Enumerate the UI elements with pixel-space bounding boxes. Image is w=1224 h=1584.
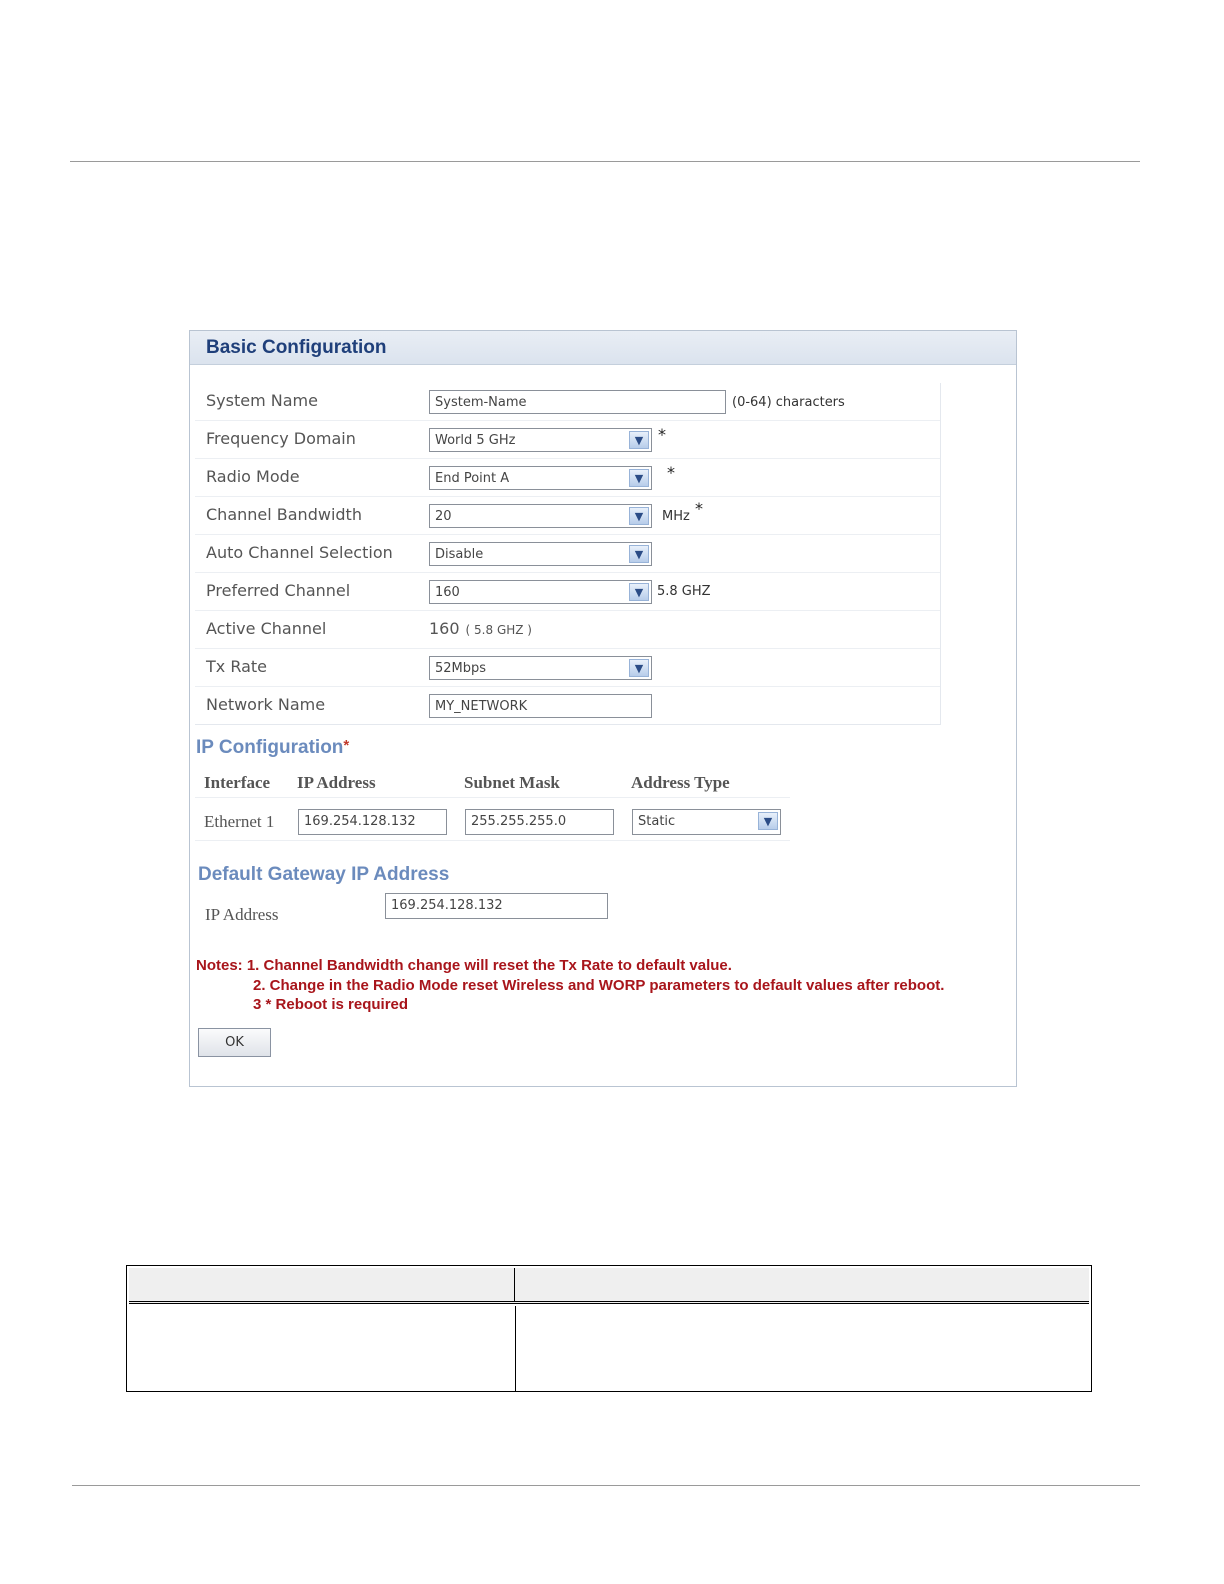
row-frequency-domain bbox=[195, 421, 940, 459]
note-2: 2. Change in the Radio Mode reset Wireless and WORP parameters to default values after reboot. bbox=[253, 976, 945, 994]
gateway-ip-label: IP Address bbox=[205, 905, 279, 924]
frequency-domain-select[interactable] bbox=[429, 428, 652, 452]
address-type-value: Static bbox=[638, 814, 676, 829]
ip-configuration-heading: IP Configuration* bbox=[196, 737, 350, 758]
row-tx-rate bbox=[195, 649, 940, 687]
frequency-domain-label: Frequency Domain bbox=[206, 429, 356, 448]
active-channel-label: Active Channel bbox=[206, 619, 327, 638]
parameter-table-header-cell bbox=[129, 1268, 515, 1301]
top-rule bbox=[70, 161, 1140, 162]
required-marker: * bbox=[695, 499, 703, 518]
network-name-label: Network Name bbox=[206, 695, 326, 714]
row-preferred-channel bbox=[195, 573, 940, 611]
chevron-down-icon[interactable]: ▼ bbox=[629, 659, 649, 677]
parameter-table bbox=[126, 1265, 1092, 1392]
network-name-input[interactable]: MY_NETWORK bbox=[429, 694, 652, 718]
chevron-down-icon[interactable]: ▼ bbox=[629, 469, 649, 487]
active-channel-value: 160 ( 5.8 GHZ ) bbox=[429, 619, 532, 638]
header-subnet-mask: Subnet Mask bbox=[464, 773, 560, 792]
channel-bandwidth-label: Channel Bandwidth bbox=[206, 505, 362, 524]
address-type-select[interactable] bbox=[632, 809, 781, 835]
chevron-down-icon[interactable]: ▼ bbox=[629, 431, 649, 449]
notes-prefix: Notes: bbox=[196, 957, 243, 974]
default-gateway-heading: Default Gateway IP Address bbox=[198, 864, 450, 885]
basic-config-form bbox=[195, 383, 941, 725]
ip-table-header bbox=[195, 763, 790, 798]
gateway-ip-input[interactable]: 169.254.128.132 bbox=[385, 893, 608, 919]
ip-address-input[interactable]: 169.254.128.132 bbox=[298, 809, 447, 835]
tx-rate-label: Tx Rate bbox=[206, 657, 268, 676]
basic-configuration-panel bbox=[189, 330, 1017, 1087]
radio-mode-label: Radio Mode bbox=[206, 467, 300, 486]
radio-mode-select[interactable] bbox=[429, 466, 652, 490]
bottom-rule bbox=[72, 1485, 1140, 1486]
ok-button[interactable]: OK bbox=[198, 1028, 271, 1057]
preferred-channel-value: 160 bbox=[435, 585, 460, 600]
system-name-label: System Name bbox=[206, 391, 318, 410]
chevron-down-icon[interactable]: ▼ bbox=[629, 545, 649, 563]
system-name-input[interactable]: System-Name bbox=[429, 390, 726, 414]
row-system-name bbox=[195, 383, 940, 421]
note-3: 3 * Reboot is required bbox=[253, 996, 409, 1013]
parameter-table-divider bbox=[515, 1306, 516, 1391]
note-1: 1. Channel Bandwidth change will reset the Tx Rate to default value. bbox=[246, 957, 732, 974]
chevron-down-icon[interactable]: ▼ bbox=[629, 583, 649, 601]
header-interface: Interface bbox=[204, 773, 271, 792]
preferred-channel-label: Preferred Channel bbox=[206, 581, 351, 600]
radio-mode-value: End Point A bbox=[435, 471, 510, 486]
header-ip-address: IP Address bbox=[297, 773, 376, 792]
panel-header bbox=[190, 331, 1016, 365]
auto-channel-select[interactable] bbox=[429, 542, 652, 566]
tx-rate-value: 52Mbps bbox=[435, 661, 487, 676]
ip-table-row bbox=[195, 798, 790, 841]
row-radio-mode bbox=[195, 459, 940, 497]
preferred-channel-select[interactable] bbox=[429, 580, 652, 604]
row-channel-bandwidth bbox=[195, 497, 940, 535]
auto-channel-value: Disable bbox=[435, 547, 484, 562]
chevron-down-icon[interactable]: ▼ bbox=[629, 507, 649, 525]
row-network-name bbox=[195, 687, 940, 724]
auto-channel-label: Auto Channel Selection bbox=[206, 543, 393, 562]
row-auto-channel bbox=[195, 535, 940, 573]
chevron-down-icon[interactable]: ▼ bbox=[758, 812, 778, 830]
interface-name: Ethernet 1 bbox=[204, 812, 275, 831]
preferred-channel-unit: 5.8 GHZ bbox=[657, 584, 711, 599]
frequency-domain-value: World 5 GHz bbox=[435, 433, 516, 448]
notes bbox=[196, 956, 944, 1015]
header-address-type: Address Type bbox=[631, 773, 730, 792]
panel-title: Basic Configuration bbox=[206, 336, 387, 358]
channel-bandwidth-select[interactable] bbox=[429, 504, 652, 528]
row-active-channel bbox=[195, 611, 940, 649]
required-marker: * bbox=[658, 425, 666, 444]
channel-bandwidth-value: 20 bbox=[435, 509, 452, 524]
channel-bandwidth-unit: MHz bbox=[662, 509, 690, 524]
parameter-table-header bbox=[129, 1268, 1089, 1304]
subnet-mask-input[interactable]: 255.255.255.0 bbox=[465, 809, 614, 835]
tx-rate-select[interactable] bbox=[429, 656, 652, 680]
ip-configuration-table bbox=[195, 763, 790, 841]
system-name-hint: (0-64) characters bbox=[732, 395, 845, 410]
active-channel-unit: ( 5.8 GHZ ) bbox=[465, 623, 532, 637]
required-marker: * bbox=[667, 463, 675, 482]
